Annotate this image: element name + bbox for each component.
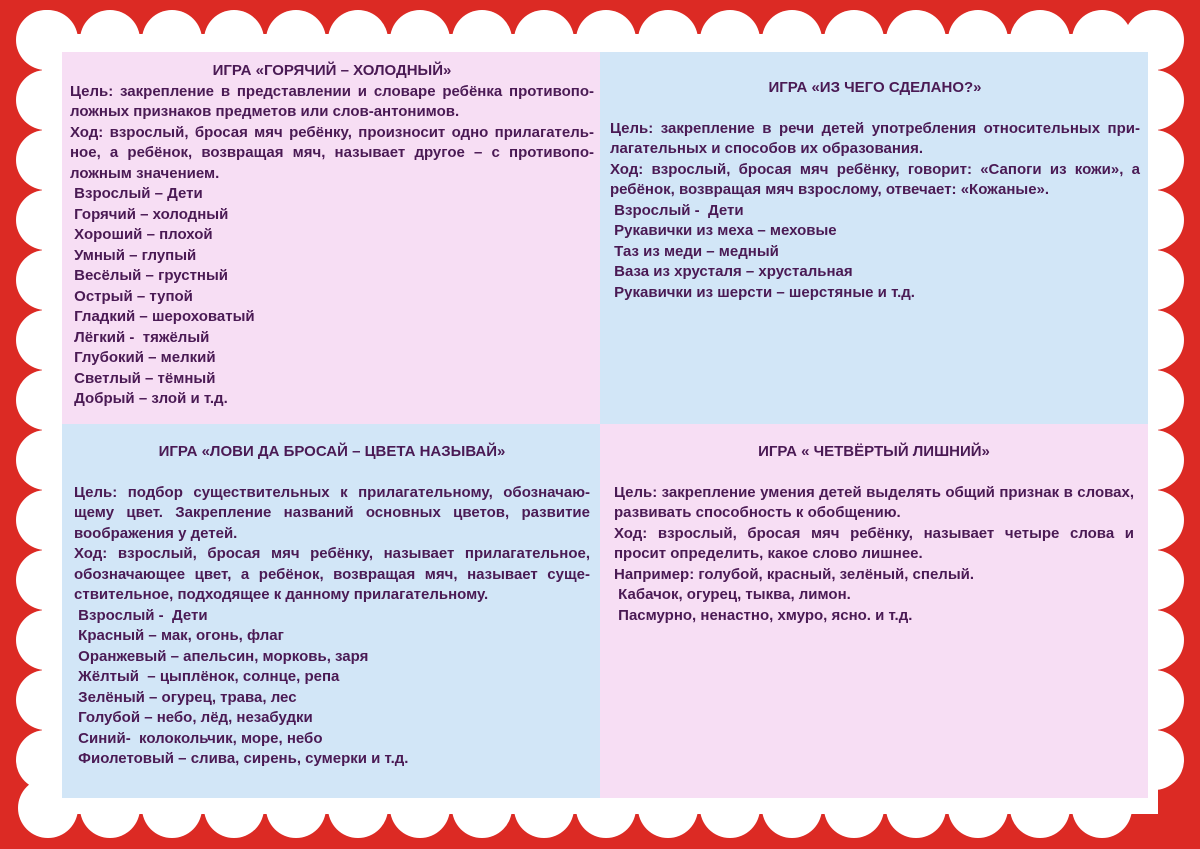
example-line: Пасмурно, ненастно, хмуро, ясно. и т.д. (614, 606, 913, 624)
example-line: Фиолетовый – слива, сирень, сумерки и т.д. (74, 750, 409, 767)
game-odd-one-out-panel (600, 424, 1148, 798)
example-line: Рукавички из шерсти – шерстяные и т.д. (610, 283, 915, 301)
game-title: ИГРА « ЧЕТВЁРТЫЙ ЛИШНИЙ» (758, 443, 990, 460)
example-line: Кабачок, огурец, тыква, лимон. (614, 586, 851, 603)
game-title: ИГРА «ИЗ ЧЕГО СДЕЛАНО?» (768, 79, 982, 96)
game-move: Ход: взрослый, бросая мяч ребёнку, говорит: «Сапоги из кожи», а ребёнок, возвращая мяч взрослому, отвечает: «Кожаные». (610, 160, 1140, 198)
game-move: Ход: взрослый, бросая мяч ребёнку, произносит одно прилагатель-ное, а ребёнок, возвращая мяч, называет другое – с противопо-ложным значением. (70, 123, 594, 182)
game-goal: Цель: подбор существительных к прилагательному, обозначаю-щему цвет. Закрепление названий основных цветов, развитие воображения у детей. (74, 483, 590, 542)
example-line: Взрослый – Дети (70, 185, 203, 202)
example-line: Лёгкий - тяжёлый (70, 328, 210, 346)
example-line: Весёлый – грустный (70, 267, 229, 284)
game-goal: Цель: закрепление в речи детей употребления относительных при-лагательных и способов их образования. (610, 119, 1140, 157)
game-hot-cold-panel (62, 52, 600, 424)
game-goal: Цель: закрепление в представлении и словаре ребёнка противопо-ложных признаков предметов или слов-антонимов. (70, 82, 594, 120)
game-made-of-panel (600, 52, 1148, 424)
example-line: Оранжевый – апельсин, морковь, заря (74, 647, 369, 665)
game-title: ИГРА «ГОРЯЧИЙ – ХОЛОДНЫЙ» (212, 62, 452, 79)
example-line: Красный – мак, огонь, флаг (74, 627, 284, 644)
example-line: Зелёный – огурец, трава, лес (74, 688, 297, 706)
example-line: Хороший – плохой (70, 226, 213, 243)
example-line: Умный – глупый (70, 246, 197, 264)
example-line: Глубокий – мелкий (70, 349, 216, 366)
example-line: Например: голубой, красный, зелёный, спелый. (614, 565, 975, 583)
game-move: Ход: взрослый, бросая мяч ребёнку, называет четыре слова и просит определить, какое слово лишнее. (614, 524, 1134, 562)
example-line: Синий- колокольчик, море, небо (74, 729, 323, 747)
example-line: Гладкий – шероховатый (70, 308, 255, 325)
example-line: Светлый – тёмный (70, 369, 216, 387)
example-line: Рукавички из меха – меховые (610, 222, 837, 239)
game-title: ИГРА «ЛОВИ ДА БРОСАЙ – ЦВЕТА НАЗЫВАЙ» (158, 443, 506, 460)
example-line: Добрый – злой и т.д. (70, 390, 228, 407)
example-line: Жёлтый – цыплёнок, солнце, репа (74, 668, 340, 685)
example-line: Взрослый - Дети (610, 201, 744, 219)
game-colors-panel (62, 424, 600, 798)
game-move: Ход: взрослый, бросая мяч ребёнку, называет прилагательное, обозначающее цвет, а ребёнок, возвращая мяч, называет суще-ствительное, подходящее к данному прилагательному. (74, 545, 590, 603)
example-line: Таз из меди – медный (610, 242, 779, 260)
example-line: Острый – тупой (70, 287, 193, 305)
example-list (610, 201, 1140, 304)
example-list (74, 606, 590, 770)
example-line: Горячий – холодный (70, 205, 229, 223)
example-line: Ваза из хрусталя – хрустальная (610, 263, 853, 280)
example-list (70, 184, 594, 410)
example-line: Голубой – небо, лёд, незабудки (74, 709, 313, 726)
example-line: Взрослый - Дети (74, 606, 208, 624)
game-goal: Цель: закрепление умения детей выделять общий признак в словах, развивать способность к обобщению. (614, 483, 1134, 521)
content-card (62, 52, 1148, 798)
example-list (614, 565, 1134, 627)
